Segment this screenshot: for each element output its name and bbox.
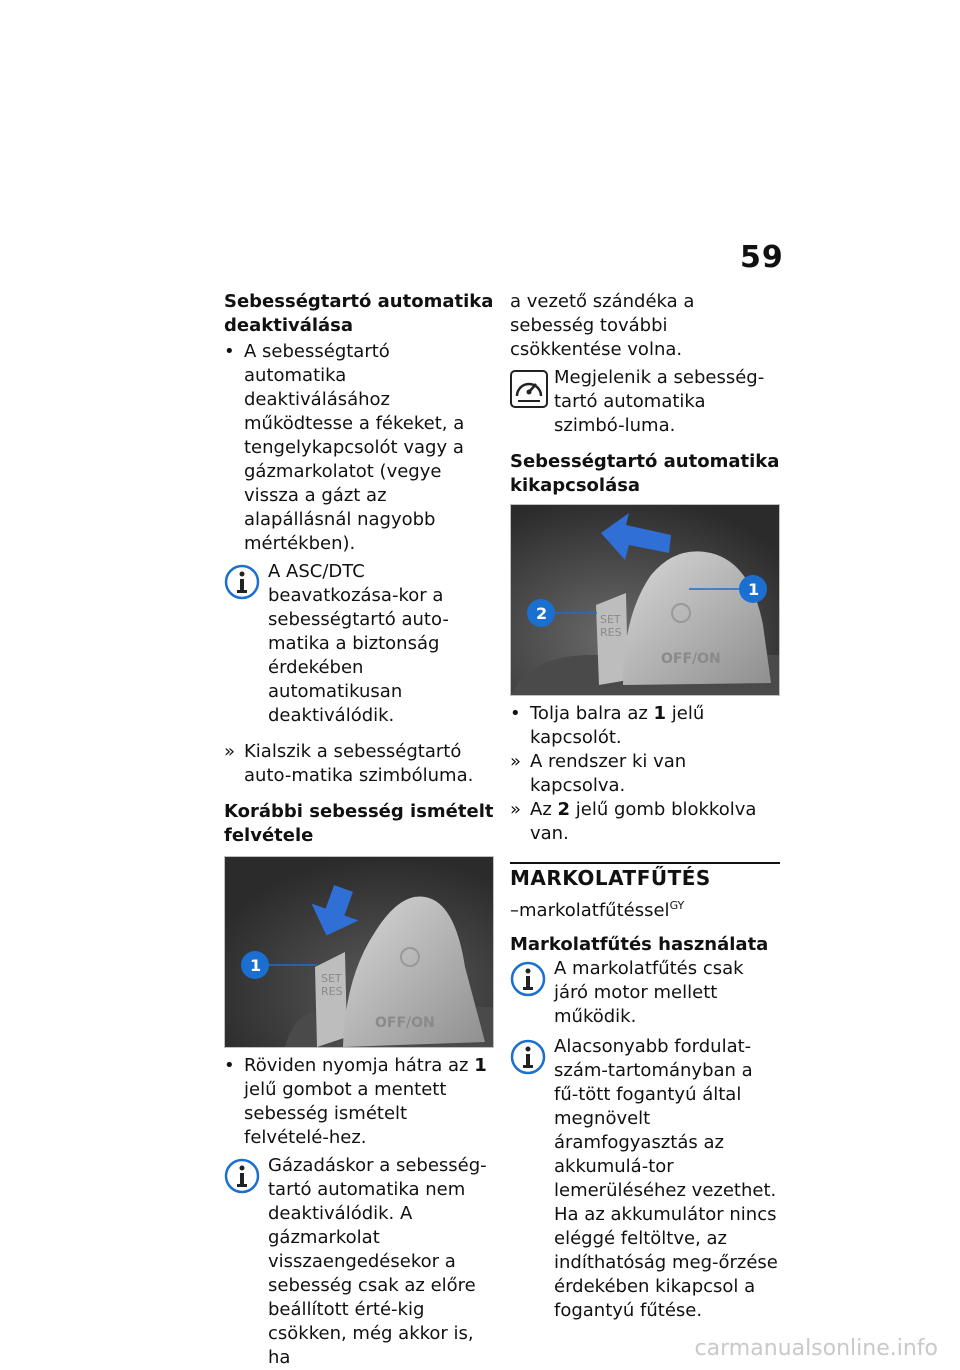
result-text: Kialszik a sebességtartó auto-matika szimbóluma. bbox=[244, 741, 474, 786]
result-item bbox=[510, 750, 780, 798]
bullet-item bbox=[224, 340, 494, 556]
info-note-text: A ASC/DTC beavatkozása-kor a sebességtartó auto-matika a biztonság érdekében automatikusan deaktiválódik. bbox=[268, 561, 449, 726]
left-column bbox=[224, 290, 494, 1370]
symbol-note bbox=[510, 366, 780, 438]
heading-resume: Korábbi sebesség ismételt felvétele bbox=[224, 801, 494, 846]
result-arrow-icon: » bbox=[224, 741, 236, 762]
result-arrow-icon: » bbox=[510, 751, 522, 772]
bullet-dot-icon: • bbox=[224, 1055, 235, 1076]
watermark-text[interactable]: carmanualsonline.info bbox=[694, 1336, 938, 1361]
info-note bbox=[510, 957, 780, 1029]
set-label: SET bbox=[600, 613, 621, 626]
bullet-dot-icon: • bbox=[224, 341, 235, 362]
heading-grip-heating-use: Markolatfűtés használata bbox=[510, 934, 769, 955]
right-column bbox=[510, 290, 780, 1323]
info-icon bbox=[510, 961, 546, 1004]
section-title: MARKOLATFŰTÉS bbox=[510, 866, 711, 890]
set-label: SET bbox=[321, 972, 342, 985]
heading-switch-off: Sebességtartó automatika kikapcsolása bbox=[510, 451, 780, 496]
callout-number-1: 1 bbox=[748, 580, 760, 599]
section-divider bbox=[510, 862, 780, 864]
info-note-text: A markolatfűtés csak járó motor mellett működik. bbox=[554, 958, 744, 1027]
footer bbox=[0, 1336, 960, 1362]
off-on-switch-illustration bbox=[510, 504, 780, 696]
bullet-text: Röviden nyomja hátra az 1 jelű gombot a mentett sebesség ismételt felvételé-hez. bbox=[244, 1055, 487, 1148]
bullet-dot-icon: • bbox=[510, 703, 521, 724]
result-item bbox=[224, 740, 494, 788]
info-note bbox=[510, 1035, 780, 1323]
cruise-control-symbol-icon bbox=[510, 370, 548, 415]
info-note-text: Alacsonyabb fordulat-szám-tartományban a fű-tött fogantyú által megnövelt áramfogyasztás az akkumulá-tor lemerüléséhez vezethet. Ha az akkumulátor nincs eléggé feltöltve, az indíthatóság meg-őrzése érdekében kikapcsol a fogantyú fűtése. bbox=[554, 1036, 778, 1321]
off-on-label: OFF/ON bbox=[375, 1015, 435, 1031]
market-code: GY bbox=[669, 899, 685, 912]
info-icon bbox=[224, 564, 260, 607]
page-number: 59 bbox=[740, 240, 784, 275]
set-res-button-illustration bbox=[224, 856, 494, 1048]
off-on-label: OFF/ON bbox=[661, 651, 721, 667]
info-icon bbox=[510, 1039, 546, 1082]
section-subtitle: –markolatfűtéssel$^{GY}$ bbox=[510, 899, 685, 921]
result-text: Az 2 jelű gomb blokkolva van. bbox=[530, 799, 757, 844]
res-label: RES bbox=[321, 985, 343, 998]
info-icon bbox=[224, 1158, 260, 1201]
info-note-text: Gázadáskor a sebesség-tartó automatika nem deaktiválódik. A gázmarkolat visszaengedésekor a sebesség csak az előre beállított érté-kig csökken, még akkor is, ha bbox=[268, 1155, 487, 1368]
result-arrow-icon: » bbox=[510, 799, 522, 820]
heading-deactivation: Sebességtartó automatika deaktiválása bbox=[224, 291, 494, 336]
symbol-note-text: Megjelenik a sebesség-tartó automatika szimbó-luma. bbox=[554, 367, 765, 436]
bullet-item bbox=[224, 1054, 494, 1150]
bullet-text: A sebességtartó automatika deaktiválásához működtesse a fékeket, a tengelykapcsolót vagy a gázmarkolatot (vegye vissza a gázt az alapállásnál nagyobb mértékben). bbox=[244, 341, 465, 554]
res-label: RES bbox=[600, 626, 622, 639]
bullet-text: Tolja balra az 1 jelű kapcsolót. bbox=[530, 703, 705, 748]
result-item bbox=[510, 798, 780, 846]
result-text: A rendszer ki van kapcsolva. bbox=[530, 751, 687, 796]
bullet-item bbox=[510, 702, 780, 750]
info-note bbox=[224, 560, 494, 728]
continued-text: a vezető szándéka a sebesség további csökkentése volna. bbox=[510, 291, 695, 360]
callout-number-2: 2 bbox=[536, 604, 548, 623]
callout-number: 1 bbox=[250, 956, 262, 975]
